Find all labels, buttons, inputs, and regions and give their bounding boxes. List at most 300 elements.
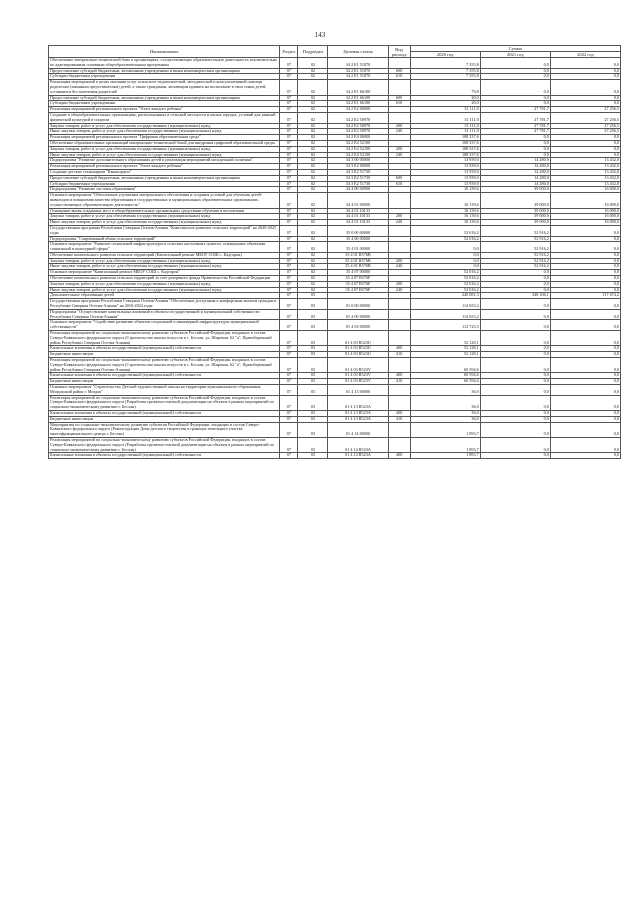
row-name: Основное мероприятие "Обеспечение улучшения материального обеспечения и создания условий для обучения детей-инвалидов и повышения качества образования в государственных и муниципальных образовательных организациях, осуществляющих образовательную деятельность" xyxy=(49,193,280,208)
row-sum-2020: 52 016,2 xyxy=(410,225,480,236)
row-sum-2020: 60 594,6 xyxy=(410,379,480,385)
row-name: Закупка товаров, работ и услуг для обеспечения государственных (муниципальных) нужд xyxy=(49,281,280,287)
row-name: Реализация мероприятий в целях оказания услуг психолого-педагогической, методической и консультативной помощи родителям (законным представителям) детей, а также гражданам, желающим принять на воспитание в свои семьи детей, оставшихся без попечения родителей xyxy=(49,80,280,95)
row-article: 35 4 01 R576В xyxy=(328,258,388,264)
row-sum-2021: 0,0 xyxy=(480,385,550,396)
header-sum: Сумма xyxy=(410,46,620,52)
row-subsection: 03 xyxy=(298,379,328,385)
row-name: Иные закупки товаров, работ и услуг для обеспечения государственных (муниципальных) нужд xyxy=(49,152,280,158)
row-subsection: 02 xyxy=(298,252,328,258)
row-expense-type xyxy=(388,193,410,208)
row-sum-2022: 0,0 xyxy=(550,379,620,385)
row-subsection: 02 xyxy=(298,236,328,242)
row-subsection: 02 xyxy=(298,175,328,181)
row-sum-2022: 0,0 xyxy=(550,74,620,80)
row-sum-2021: 0,0 xyxy=(480,276,550,282)
row-sum-2020: 31 111,0 xyxy=(410,129,480,135)
row-subsection: 02 xyxy=(298,225,328,236)
row-expense-type: 400 xyxy=(388,373,410,379)
row-section: 07 xyxy=(280,80,298,95)
row-subsection: 02 xyxy=(298,80,328,95)
row-section: 07 xyxy=(280,252,298,258)
table-header xyxy=(49,46,621,58)
row-name: Дополнительное образование детей xyxy=(49,293,280,299)
table-row xyxy=(49,331,621,346)
row-sum-2021: 0,0 xyxy=(480,352,550,358)
row-subsection: 02 xyxy=(298,276,328,282)
row-article: 01 4 00 00000 xyxy=(328,309,388,320)
row-name: Основное мероприятие "Строительство Детской художественной школы на территории муниципального образования Моздокский район г. Моздок" xyxy=(49,385,280,396)
row-article: 34 3 Е2 51730 xyxy=(328,181,388,187)
row-name: Реализация мероприятий регионального проекта "Цифровая образовательная среда" xyxy=(49,135,280,141)
row-subsection: 02 xyxy=(298,193,328,208)
row-sum-2021: 0,0 xyxy=(480,411,550,417)
row-sum-2021: 0,0 xyxy=(480,299,550,310)
row-article: 35 4 07 R576F xyxy=(328,287,388,293)
row-sum-2022: 0,0 xyxy=(550,320,620,331)
row-subsection: 03 xyxy=(298,395,328,410)
row-subsection: 02 xyxy=(298,181,328,187)
row-name: Капитальные вложения в объекты государственной (муниципальной) собственности xyxy=(49,346,280,352)
row-sum-2021: 0,0 xyxy=(480,416,550,422)
row-sum-2020: 52 016,2 xyxy=(410,281,480,287)
row-expense-type xyxy=(388,385,410,396)
row-section: 07 xyxy=(280,411,298,417)
row-article: 34 2 Е4 52100 xyxy=(328,152,388,158)
row-sum-2020: 16 139,6 xyxy=(410,214,480,220)
row-section: 07 xyxy=(280,264,298,270)
row-expense-type: 610 xyxy=(388,74,410,80)
row-name: Мероприятия по социально-экономическому развитию субъектов Российской Федерации, входящих в состав Северо-Кавказского федерального округа (Реконструкция Дома детского творчества в границах земельного участка многофункционального центра г. Беслан) xyxy=(49,422,280,437)
row-subsection: 02 xyxy=(298,270,328,276)
row-sum-2022: 27 256,5 xyxy=(550,112,620,123)
row-sum-2022: 13 432,0 xyxy=(550,158,620,164)
row-expense-type: 240 xyxy=(388,220,410,226)
row-sum-2020: 1 893,7 xyxy=(410,453,480,459)
row-section: 07 xyxy=(280,281,298,287)
row-expense-type: 400 xyxy=(388,411,410,417)
row-name: Иные закупки товаров, работ и услуг для обеспечения государственных (муниципальных) нужд xyxy=(49,287,280,293)
row-subsection: 02 xyxy=(298,152,328,158)
row-expense-type: 200 xyxy=(388,214,410,220)
row-sum-2020: 16 139,6 xyxy=(410,193,480,208)
row-sum-2020: 31 111,0 xyxy=(410,112,480,123)
row-name: Бюджетные инвестиции xyxy=(49,416,280,422)
header-section: Раздел xyxy=(280,46,298,58)
row-sum-2022: 117 674,2 xyxy=(550,293,620,299)
row-sum-2022: 0,0 xyxy=(550,276,620,282)
row-subsection: 02 xyxy=(298,281,328,287)
row-sum-2021: 52 916,2 xyxy=(480,252,550,258)
row-section: 07 xyxy=(280,129,298,135)
row-expense-type xyxy=(388,112,410,123)
row-name: Обеспечение материально-технической базы в организациях, осуществляющих образовательную деятельность исключительно по адаптированным основным общеобразовательным программам xyxy=(49,58,280,69)
row-sum-2022: 27 256,5 xyxy=(550,107,620,113)
row-sum-2021: 0,0 xyxy=(480,80,550,95)
row-article: 34 2 Е4 52100 xyxy=(328,146,388,152)
row-expense-type: 410 xyxy=(388,379,410,385)
row-sum-2021: 0,0 xyxy=(480,346,550,352)
row-sum-2021: 39 000,0 xyxy=(480,220,550,226)
row-sum-2022: 0,0 xyxy=(550,352,620,358)
row-subsection: 03 xyxy=(298,320,328,331)
row-sum-2022: 0,0 xyxy=(550,373,620,379)
row-sum-2020: 36,0 xyxy=(410,416,480,422)
row-sum-2022: 0,0 xyxy=(550,146,620,152)
row-sum-2021: 0,0 xyxy=(480,358,550,373)
row-sum-2020: 108 337,6 xyxy=(410,146,480,152)
row-sum-2020: 0,0 xyxy=(410,252,480,258)
row-sum-2021: 348 106,1 xyxy=(480,293,550,299)
row-sum-2022: 0,0 xyxy=(550,80,620,95)
row-article: 01 4 03 R523U xyxy=(328,352,388,358)
row-sum-2020: 114 653,2 xyxy=(410,299,480,310)
row-expense-type: 240 xyxy=(388,287,410,293)
row-sum-2021: 0,0 xyxy=(480,379,550,385)
row-subsection: 03 xyxy=(298,453,328,459)
row-subsection: 02 xyxy=(298,74,328,80)
row-subsection: 03 xyxy=(298,422,328,437)
row-section: 07 xyxy=(280,123,298,129)
row-sum-2021: 27 781,7 xyxy=(480,112,550,123)
row-sum-2021: 0,0 xyxy=(480,152,550,158)
table-row xyxy=(49,358,621,373)
page-number: 143 xyxy=(314,31,326,39)
row-section: 07 xyxy=(280,270,298,276)
row-subsection: 02 xyxy=(298,187,328,193)
row-name: Предоставление субсидий бюджетным, автономным учреждениям и иным некоммерческим организациям xyxy=(49,95,280,101)
row-section: 07 xyxy=(280,152,298,158)
row-expense-type: 600 xyxy=(388,68,410,74)
row-section: 07 xyxy=(280,358,298,373)
row-article: 35 4 00 00000 xyxy=(328,236,388,242)
row-sum-2021: 0,0 xyxy=(480,281,550,287)
row-sum-2022: 0,0 xyxy=(550,95,620,101)
row-subsection: 03 xyxy=(298,437,328,452)
row-name: Реализация мероприятий по социально-экономическому развитию субъектов Российской Федерации, входящих в состав Северо-Кавказского федерального округа (Строительство школы искусств в с. Беслан, ул. Широкая, 62 "а", Правобережный район Республики Северная Осетия-Алания) xyxy=(49,331,280,346)
row-section: 07 xyxy=(280,140,298,146)
row-sum-2022: 27 256,5 xyxy=(550,129,620,135)
row-sum-2021: 0,0 xyxy=(480,331,550,346)
row-sum-2021: 52 916,2 xyxy=(480,242,550,253)
row-sum-2022: 0,0 xyxy=(550,385,620,396)
row-section: 07 xyxy=(280,181,298,187)
row-article: 34 2 Е2 50970 xyxy=(328,123,388,129)
row-sum-2021: 0,0 xyxy=(480,74,550,80)
row-expense-type xyxy=(388,358,410,373)
table-body xyxy=(49,58,621,459)
row-sum-2020: 36,0 xyxy=(410,411,480,417)
row-expense-type: 200 xyxy=(388,146,410,152)
row-name: Бюджетные инвестиции xyxy=(49,379,280,385)
row-name: Предоставление субсидий бюджетным, автономным учреждениям и иным некоммерческим организациям xyxy=(49,175,280,181)
row-sum-2022: 13 432,0 xyxy=(550,169,620,175)
row-article: 34 2 Е2 50970 xyxy=(328,129,388,135)
row-subsection: 02 xyxy=(298,264,328,270)
row-section: 07 xyxy=(280,214,298,220)
row-name: Подпрограмма "Развитие дополнительного образования детей и реализация мероприятий молодежной политики" xyxy=(49,158,280,164)
row-article: 01 4 14 R523А xyxy=(328,437,388,452)
row-sum-2022: 0,0 xyxy=(550,453,620,459)
row-section: 07 xyxy=(280,225,298,236)
row-sum-2020: 16 139,6 xyxy=(410,220,480,226)
row-expense-type xyxy=(388,242,410,253)
row-sum-2022: 16 000,0 xyxy=(550,193,620,208)
row-section: 07 xyxy=(280,276,298,282)
row-article: 34 2 Е1 66100 xyxy=(328,101,388,107)
row-subsection: 02 xyxy=(298,164,328,170)
row-sum-2022: 0,0 xyxy=(550,309,620,320)
row-sum-2021: 52 916,2 xyxy=(480,225,550,236)
row-sum-2020: 20,0 xyxy=(410,95,480,101)
row-expense-type xyxy=(388,422,410,437)
row-section: 07 xyxy=(280,101,298,107)
row-sum-2020: 13 939,0 xyxy=(410,158,480,164)
row-section: 07 xyxy=(280,112,298,123)
row-sum-2020: 108 337,6 xyxy=(410,140,480,146)
row-sum-2020: 1 893,7 xyxy=(410,422,480,437)
row-article: 34 2 Е4 00000 xyxy=(328,135,388,141)
row-section: 07 xyxy=(280,208,298,214)
row-expense-type xyxy=(388,320,410,331)
row-section: 07 xyxy=(280,437,298,452)
row-section: 07 xyxy=(280,293,298,299)
row-sum-2020: 114 653,2 xyxy=(410,309,480,320)
row-name: Реализация мероприятий по социально-экономическому развитию субъектов Российской Федерации, входящих в состав Северо-Кавказского федерального округа (Разработка проектно-сметной документации на объекты в рамках мероприятий по социально-экономическому развитию г. Беслан) xyxy=(49,395,280,410)
row-article: 34 4 01 10133 xyxy=(328,220,388,226)
row-sum-2021: 14 280,0 xyxy=(480,181,550,187)
row-sum-2021: 39 000,0 xyxy=(480,214,550,220)
row-sum-2020: 13 939,0 xyxy=(410,181,480,187)
row-name: Субсидии бюджетным учреждениям xyxy=(49,181,280,187)
row-article: 01 4 03 R523V xyxy=(328,379,388,385)
row-name: Оснащение вновь созданных мест в общеобразовательных организациях средствами обучения и воспитания xyxy=(49,208,280,214)
row-name: Основное мероприятие "Капитальный ремонт МБОУ СОШ с. Кадгарон" xyxy=(49,270,280,276)
row-subsection: 02 xyxy=(298,95,328,101)
row-subsection: 03 xyxy=(298,411,328,417)
row-sum-2022: 0,0 xyxy=(550,258,620,264)
row-sum-2021: 0,0 xyxy=(480,95,550,101)
row-sum-2020: 36,0 xyxy=(410,385,480,396)
row-article: 01 4 13 R523А xyxy=(328,416,388,422)
row-sum-2022: 0,0 xyxy=(550,358,620,373)
row-sum-2022: 16 000,0 xyxy=(550,220,620,226)
table-row xyxy=(49,299,621,310)
row-sum-2022: 0,0 xyxy=(550,152,620,158)
row-article: 34 3 00 00000 xyxy=(328,158,388,164)
row-article: 34 4 00 00000 xyxy=(328,187,388,193)
row-expense-type xyxy=(388,58,410,69)
row-article: 34 2 Е4 52100 xyxy=(328,140,388,146)
row-subsection: 02 xyxy=(298,214,328,220)
row-sum-2020: 52 016,2 xyxy=(410,270,480,276)
row-sum-2021: 0,0 xyxy=(480,320,550,331)
row-section: 07 xyxy=(280,68,298,74)
row-name: Иные закупки товаров, работ и услуг для обеспечения государственных (муниципальных) нужд xyxy=(49,220,280,226)
row-sum-2020: 52 016,2 xyxy=(410,236,480,242)
table-row xyxy=(49,58,621,69)
row-section: 07 xyxy=(280,299,298,310)
row-name: Реализация мероприятий регионального проекта "Успех каждого ребенка" xyxy=(49,107,280,113)
row-expense-type: 600 xyxy=(388,175,410,181)
row-section: 07 xyxy=(280,236,298,242)
row-sum-2021: 0,0 xyxy=(480,146,550,152)
row-section: 07 xyxy=(280,158,298,164)
row-section: 07 xyxy=(280,95,298,101)
row-sum-2020: 0,0 xyxy=(410,258,480,264)
row-name: Обеспечение образовательных организаций материально-технической базой для внедрения цифровой образовательной среды xyxy=(49,140,280,146)
row-sum-2020: 52 016,2 xyxy=(410,287,480,293)
row-section: 07 xyxy=(280,193,298,208)
row-sum-2020: 108 337,6 xyxy=(410,152,480,158)
row-sum-2022: 16 000,0 xyxy=(550,208,620,214)
row-sum-2021: 0,0 xyxy=(480,101,550,107)
row-expense-type: 610 xyxy=(388,181,410,187)
header-year-2020: 2020 год xyxy=(410,52,480,58)
row-sum-2022: 0,0 xyxy=(550,299,620,310)
row-expense-type: 410 xyxy=(388,416,410,422)
row-article: 35 4 01 00000 xyxy=(328,242,388,253)
row-name: Предоставление субсидий бюджетным, автономным учреждениям и иным некоммерческим организациям xyxy=(49,68,280,74)
row-section: 07 xyxy=(280,169,298,175)
row-subsection: 02 xyxy=(298,287,328,293)
row-sum-2021: 0,0 xyxy=(480,395,550,410)
row-name: Субсидии бюджетным учреждениям xyxy=(49,74,280,80)
row-section: 07 xyxy=(280,385,298,396)
row-sum-2022: 13 432,0 xyxy=(550,175,620,181)
row-article: 34 4 01 00000 xyxy=(328,193,388,208)
row-sum-2022: 0,0 xyxy=(550,395,620,410)
row-expense-type: 200 xyxy=(388,281,410,287)
row-expense-type: 200 xyxy=(388,258,410,264)
row-section: 07 xyxy=(280,58,298,69)
row-name: Реализация мероприятий по социально-экономическому развитию субъектов Российской Федерации, входящих в состав Северо-Кавказского федерального округа (Разработка проектно-сметной документации на объекты в рамках мероприятий по социально-экономическому развитию г. Беслан) xyxy=(49,437,280,452)
row-sum-2022: 0,0 xyxy=(550,58,620,69)
row-name: Закупка товаров, работ и услуг для обеспечения государственных (муниципальных) нужд xyxy=(49,258,280,264)
row-name: Иные закупки товаров, работ и услуг для обеспечения государственных (муниципальных) нужд xyxy=(49,264,280,270)
row-sum-2022: 0,0 xyxy=(550,437,620,452)
row-subsection: 03 xyxy=(298,293,328,299)
row-section: 07 xyxy=(280,164,298,170)
row-name: Государственная программа Республики Северная Осетия-Алания "Комплексное развитие сельских территорий" на 2020-2025 годы xyxy=(49,225,280,236)
row-subsection: 03 xyxy=(298,416,328,422)
header-year-2021: 2021 год xyxy=(480,52,550,58)
row-subsection: 02 xyxy=(298,169,328,175)
row-sum-2020: 1 893,7 xyxy=(410,437,480,452)
row-subsection: 03 xyxy=(298,385,328,396)
row-sum-2022: 0,0 xyxy=(550,242,620,253)
row-name: Подпрограмма "Осуществление капитальных вложений в объекты государственной и муниципальной собственности Республики Северная Осетия-Алания" xyxy=(49,309,280,320)
row-sum-2021: 27 781,7 xyxy=(480,123,550,129)
row-article: 34 4 01 10133 xyxy=(328,208,388,214)
row-sum-2022: 13 432,0 xyxy=(550,164,620,170)
row-sum-2021: 14 280,0 xyxy=(480,164,550,170)
row-sum-2022: 0,0 xyxy=(550,287,620,293)
row-sum-2020: 79,8 xyxy=(410,80,480,95)
row-expense-type xyxy=(388,80,410,95)
row-sum-2021: 52 916,2 xyxy=(480,258,550,264)
row-article: 34 3 Е2 51730 xyxy=(328,169,388,175)
row-sum-2022: 0,0 xyxy=(550,346,620,352)
row-article: 34 3 Е2 00000 xyxy=(328,164,388,170)
row-sum-2022: 0,0 xyxy=(550,281,620,287)
row-name: Реализация мероприятий регионального проекта "Успех каждого ребенка" xyxy=(49,164,280,170)
row-sum-2021: 0,0 xyxy=(480,140,550,146)
header-name: Наименование xyxy=(49,46,280,58)
row-article: 01 4 03 00000 xyxy=(328,320,388,331)
row-sum-2021: 39 000,0 xyxy=(480,187,550,193)
row-sum-2020: 52 128,1 xyxy=(410,346,480,352)
row-section: 07 xyxy=(280,352,298,358)
row-article: 35 4 01 R576В xyxy=(328,252,388,258)
row-section: 07 xyxy=(280,453,298,459)
row-sum-2020: 52 128,1 xyxy=(410,352,480,358)
row-subsection: 03 xyxy=(298,358,328,373)
budget-table xyxy=(48,45,621,459)
row-name: Капитальные вложения в объекты государственной (муниципальной) собственности xyxy=(49,411,280,417)
row-sum-2021: 39 000,0 xyxy=(480,193,550,208)
row-section: 07 xyxy=(280,146,298,152)
row-sum-2021: 0,0 xyxy=(480,135,550,141)
row-sum-2022: 0,0 xyxy=(550,331,620,346)
row-sum-2020: 7 355,8 xyxy=(410,74,480,80)
row-sum-2021: 39 000,0 xyxy=(480,208,550,214)
row-expense-type: 200 xyxy=(388,123,410,129)
row-subsection: 02 xyxy=(298,242,328,253)
row-expense-type: 410 xyxy=(388,352,410,358)
row-section: 07 xyxy=(280,242,298,253)
row-article: 01 4 03 R523U xyxy=(328,331,388,346)
row-subsection: 02 xyxy=(298,68,328,74)
row-sum-2020: 7 355,8 xyxy=(410,58,480,69)
row-subsection: 02 xyxy=(298,208,328,214)
row-subsection: 02 xyxy=(298,146,328,152)
row-subsection: 02 xyxy=(298,158,328,164)
row-section: 07 xyxy=(280,373,298,379)
header-expense-type: Вид расхода xyxy=(388,46,410,58)
row-sum-2020: 13 939,0 xyxy=(410,169,480,175)
row-article: 34 2 Е2 50970 xyxy=(328,112,388,123)
row-expense-type: 240 xyxy=(388,152,410,158)
row-article: 35 4 07 00000 xyxy=(328,270,388,276)
row-name: Государственная программа Республики Северная Осетия-Алания "Обеспечение доступным и комфортным жильем граждан в Республике Северная Осетия-Алания" на 2016-2024 годы xyxy=(49,299,280,310)
row-subsection: 02 xyxy=(298,129,328,135)
row-name: Субсидии бюджетным учреждениям xyxy=(49,101,280,107)
row-sum-2020: 16 139,6 xyxy=(410,187,480,193)
row-subsection: 03 xyxy=(298,331,328,346)
row-name: Создание детских технопарков "Кванториум" xyxy=(49,169,280,175)
row-name: Бюджетные инвестиции xyxy=(49,352,280,358)
row-expense-type xyxy=(388,395,410,410)
row-subsection: 02 xyxy=(298,58,328,69)
row-sum-2020: 0,0 xyxy=(410,242,480,253)
row-sum-2022: 0,0 xyxy=(550,225,620,236)
row-name: Создание в общеобразовательных организациях, расположенных в сельской местности и малых городах, условий для занятий физической культурой и спортом xyxy=(49,112,280,123)
row-sum-2021: 0,0 xyxy=(480,68,550,74)
row-sum-2020: 52 016,2 xyxy=(410,276,480,282)
row-sum-2021: 0,0 xyxy=(480,453,550,459)
row-sum-2020: 13 939,0 xyxy=(410,175,480,181)
row-article: 34 4 01 10133 xyxy=(328,214,388,220)
row-article: 01 4 03 R523V xyxy=(328,373,388,379)
row-sum-2021: 0,0 xyxy=(480,58,550,69)
row-sum-2020: 36,0 xyxy=(410,395,480,410)
row-article: 01 4 13 R523А xyxy=(328,411,388,417)
row-sum-2021: 0,0 xyxy=(480,270,550,276)
row-subsection: 03 xyxy=(298,309,328,320)
row-section: 07 xyxy=(280,346,298,352)
row-sum-2021: 52 916,2 xyxy=(480,236,550,242)
